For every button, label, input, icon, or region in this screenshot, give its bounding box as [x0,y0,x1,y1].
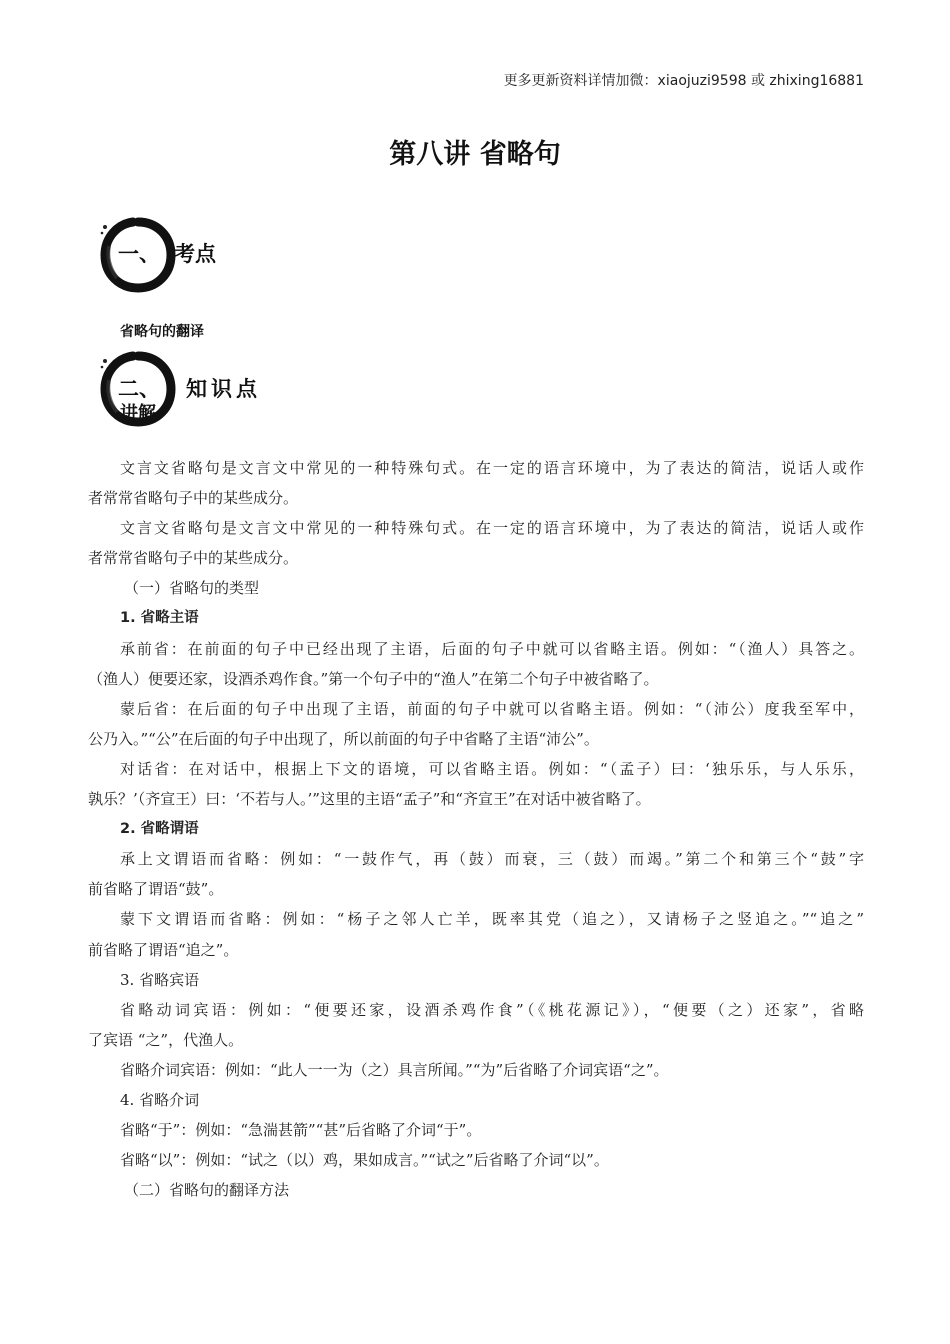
section-number-2: 二、 [118,377,160,401]
paragraph-line: 省略“以”：例如：“试之（以）鸡，果如成言。”“试之”后省略了介词“以”。 [120,1151,609,1170]
paragraph-line: 省略动词宾语：例如：“便要还家，设酒杀鸡作食”（《桃花源记》），“便要（之）还家”，省略 [120,1000,864,1019]
paragraph-line: 者常常省略句子中的某些成分。 [88,489,299,508]
section-number-1: 一、 [118,242,160,266]
section-title-kaodian: 考点 [174,242,216,266]
header-note: 更多更新资料详情加微：xiaojuzi9598 或 zhixing16881 [503,73,864,89]
subsection-heading: 4. 省略介词 [120,1090,200,1109]
paragraph-line: 蒙下文谓语而省略：例如：“杨子之邻人亡羊，既率其党（追之），又请杨子之竖追之。”“追之” [120,910,864,929]
subsection-heading: 1. 省略主语 [120,610,199,627]
paragraph-line: 蒙后省：在后面的句子中出现了主语，前面的句子中就可以省略主语。例如：“（沛公）度我至军中， [120,699,864,718]
paragraph-line: 承上文谓语而省略：例如：“一鼓作气，再（鼓）而衰，三（鼓）而竭。”第二个和第三个“鼓”字 [120,850,864,869]
paragraph-line: 公乃入。”“公”在后面的句子中出现了，所以前面的句子中省略了主语“沛公”。 [88,729,599,748]
keypoint-text: 省略句的翻译 [120,324,204,340]
paragraph-line: 孰乐？’（齐宣王）曰：‘不若与人。’”这里的主语“孟子”和“齐宣王”在对话中被省略了。 [88,790,651,809]
paragraph-line: 了宾语 “之”，代渔人。 [88,1030,244,1049]
paragraph-line: （渔人）便要还家，设酒杀鸡作食。”第一个句子中的“渔人”在第二个句子中被省略了。 [88,669,659,688]
section-title-zhishidian: 知识点 [186,377,261,401]
subsection-heading: 2. 省略谓语 [120,821,199,838]
paragraph-line: 者常常省略句子中的某些成分。 [88,549,299,568]
section-title-overflow: 讲解 [120,403,156,424]
paragraph-line: 省略介词宾语：例如：“此人一一为（之）具言所闻。”“为”后省略了介词宾语“之”。 [120,1060,669,1079]
subsection-heading: （一）省略句的类型 [124,579,260,598]
body-text [88,453,864,1205]
paragraph-line: 文言文省略句是文言文中常见的一种特殊句式。在一定的语言环境中，为了表达的简洁，说话人或作 [120,519,864,538]
paragraph-line: 对话省：在对话中，根据上下文的语境，可以省略主语。例如：“（孟子）曰：‘独乐乐，与人乐乐， [120,759,864,778]
paragraph-line: 文言文省略句是文言文中常见的一种特殊句式。在一定的语言环境中，为了表达的简洁，说话人或作 [120,459,864,477]
subsection-heading: 3. 省略宾语 [120,970,200,989]
paragraph-line: 承前省：在前面的句子中已经出现了主语，后面的句子中就可以省略主语。例如：“（渔人）具答之。 [120,639,864,658]
page-title: 第八讲 省略句 [389,139,561,170]
subsection-heading: （二）省略句的翻译方法 [124,1181,290,1200]
paragraph-line: 省略“于”：例如：“急湍甚箭”“甚”后省略了介词“于”。 [120,1121,482,1140]
paragraph-line: 前省略了谓语“鼓”。 [88,880,224,899]
paragraph-line: 前省略了谓语“追之”。 [88,940,239,959]
